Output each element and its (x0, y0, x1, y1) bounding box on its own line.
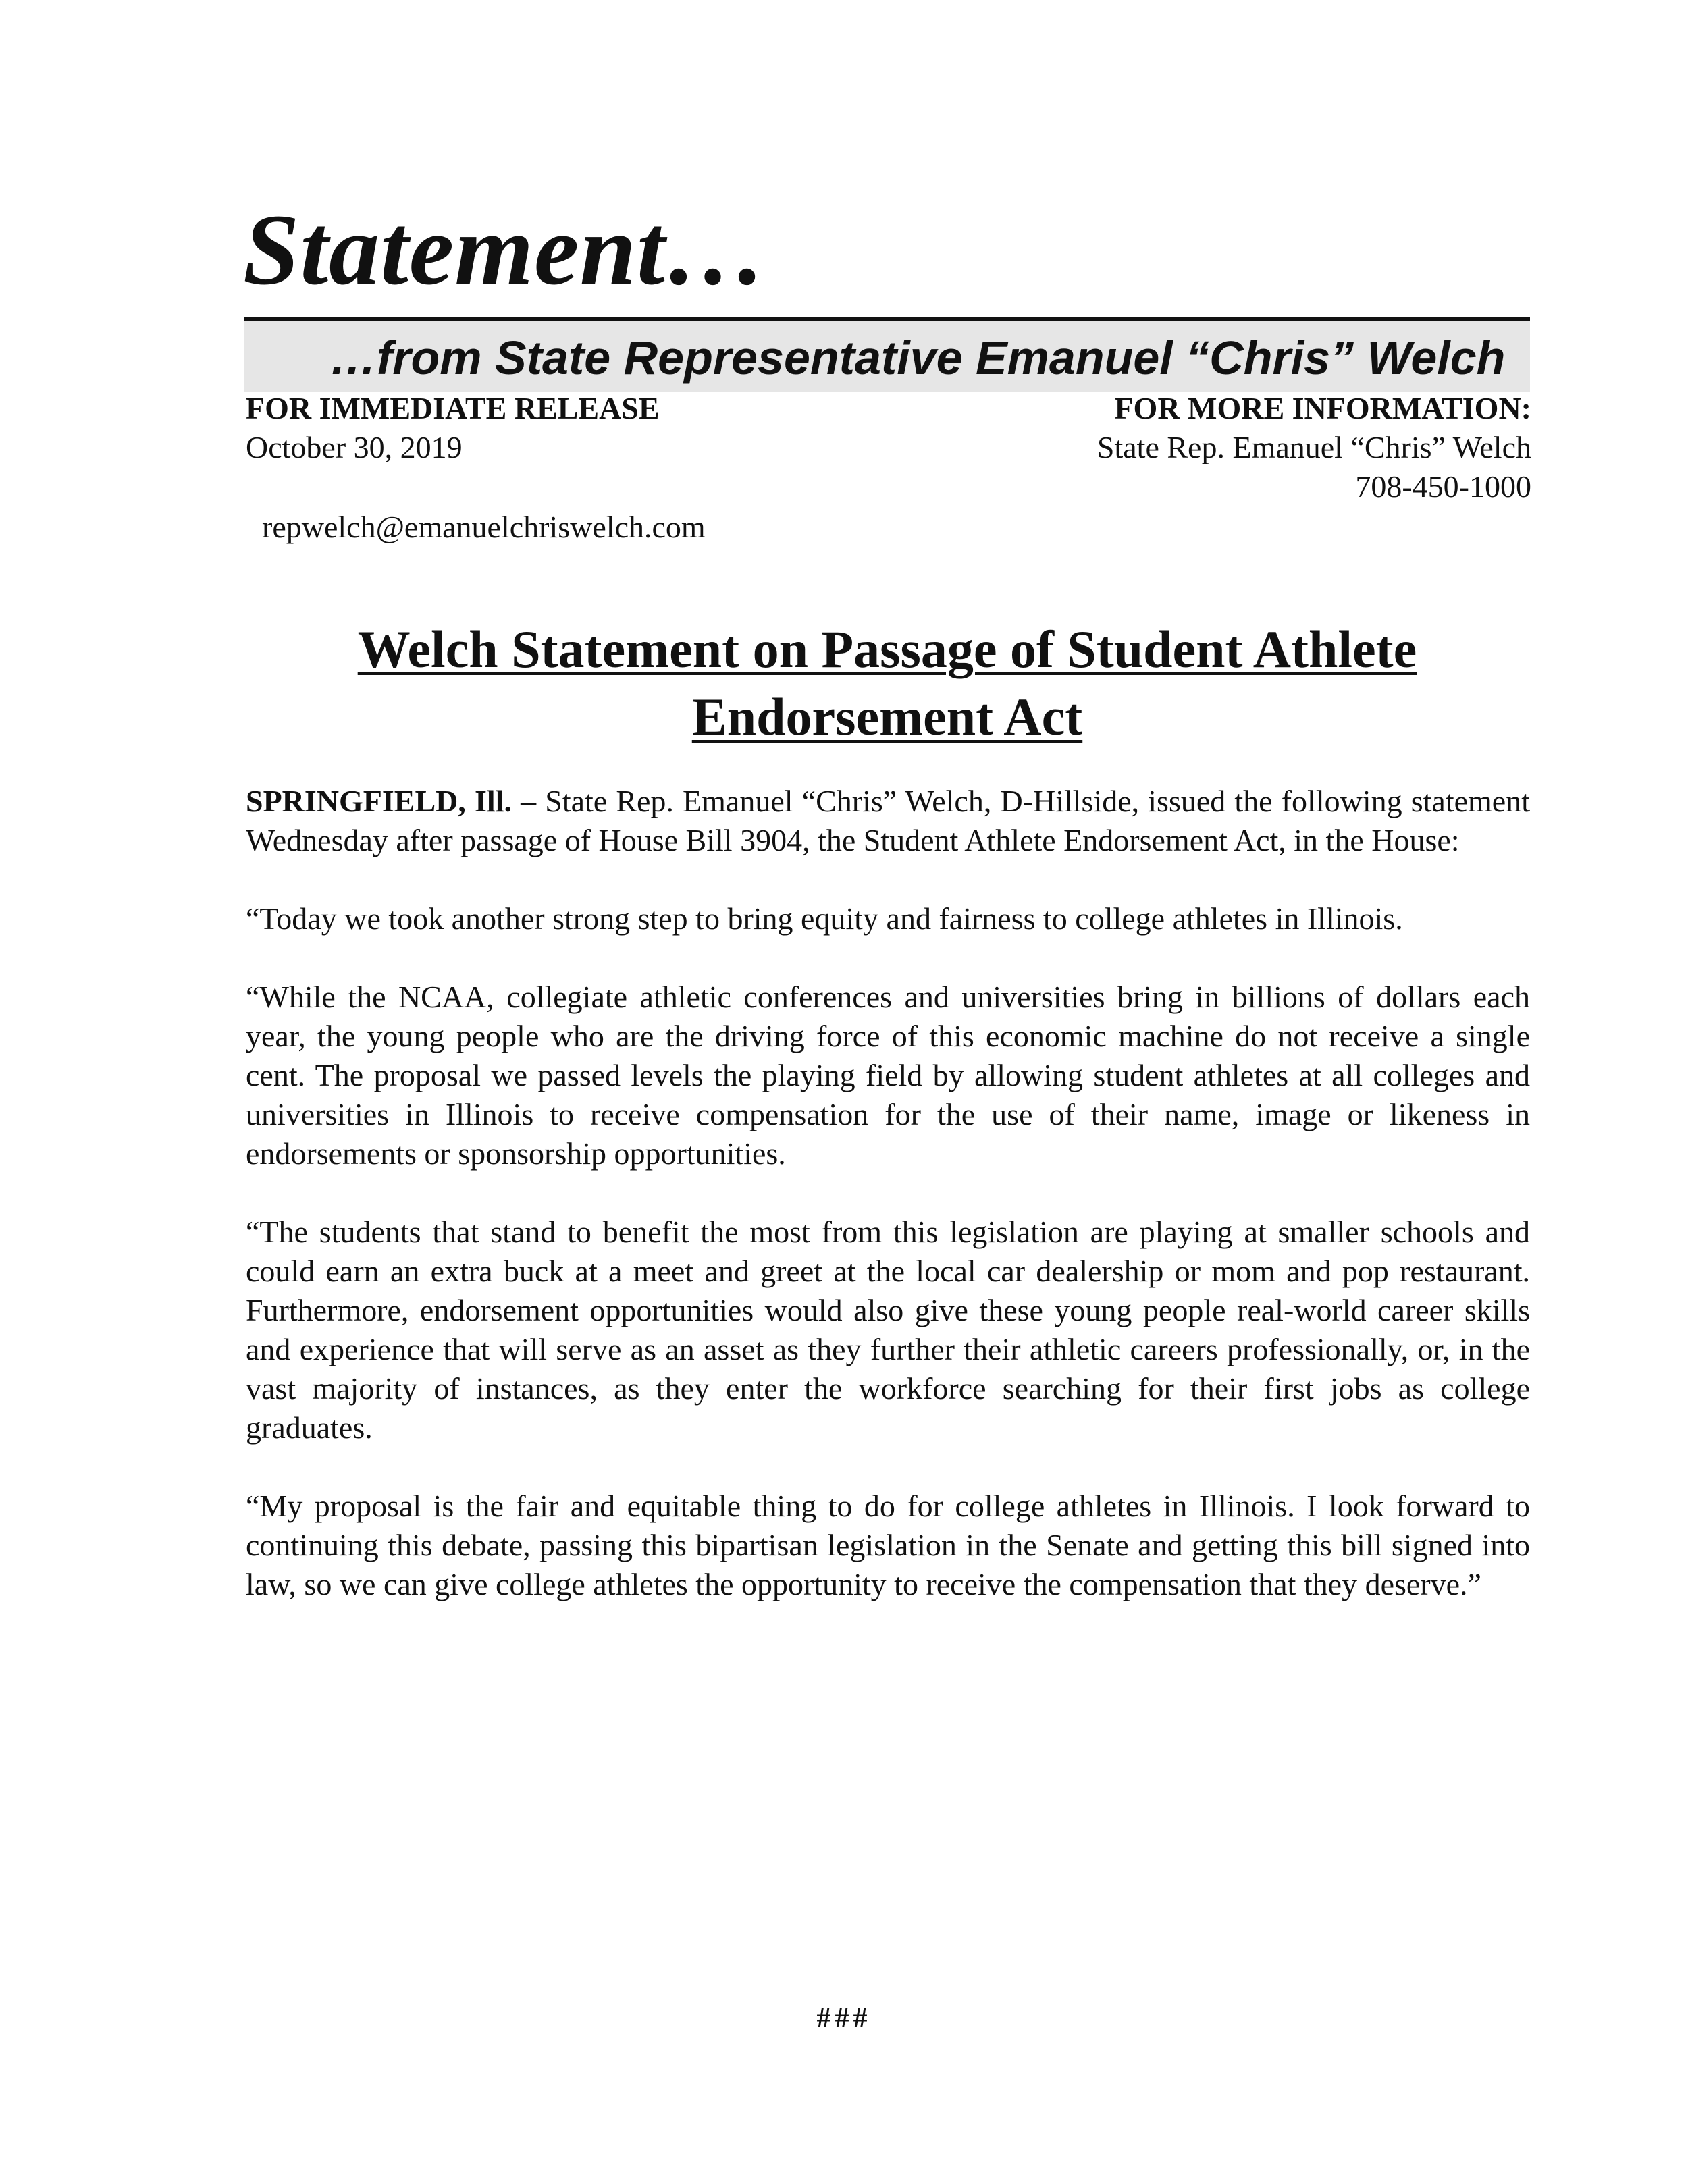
contact-phone: 708-450-1000 (1355, 469, 1531, 504)
quote-paragraph-1: “Today we took another strong step to bring equity and fairness to college athletes in Illinois. (246, 901, 1403, 936)
intro-text: State Rep. Emanuel “Chris” Welch, D-Hillside, issued the following statement Wednesday after passage of House Bill 3904, the Student Athlete Endorsement Act, in the House: (246, 784, 1530, 857)
contact-name: State Rep. Emanuel “Chris” Welch (1097, 430, 1531, 464)
intro-paragraph (246, 782, 1530, 860)
contact-email: repwelch@emanuelchriswelch.com (262, 510, 706, 544)
release-date: October 30, 2019 (246, 430, 463, 464)
headline-line-2: Endorsement Act (691, 687, 1083, 746)
quote-paragraph-4: “My proposal is the fair and equitable thing to do for college athletes in Illinois. I look forward to continuing this debate, passing this bipartisan legislation in the Senate and getting this bill signed into law, so we can give college athletes the opportunity to receive the compensation that they deserve.” (246, 1489, 1530, 1601)
end-mark: ### (816, 2003, 872, 2034)
release-label: FOR IMMEDIATE RELEASE (246, 391, 660, 425)
body-text (246, 782, 1530, 1643)
quote-paragraph-2: “While the NCAA, collegiate athletic conferences and universities bring in billions of dollars each year, the young people who are the driving force of this economic machine do not receive a single cent. The proposal we passed levels the playing field by allowing student athletes at all colleges and universities in Illinois to receive compensation for the use of their name, image or likeness in endorsements or sponsorship opportunities. (246, 980, 1530, 1171)
contact-label: FOR MORE INFORMATION: (1114, 391, 1531, 425)
headline (244, 616, 1530, 751)
quote-paragraph-3: “The students that stand to benefit the most from this legislation are playing at smaller schools and could earn an extra buck at a meet and greet at the local car dealership or mom and pop restaurant. Furthermore, endorsement opportunities would also give these young people real-world career skills and experience that will serve as an asset as they further their athletic careers professionally, or, in the vast majority of instances, as they enter the workforce searching for their first jobs as college graduates. (246, 1215, 1530, 1445)
headline-line-1: Welch Statement on Passage of Student Athlete (357, 620, 1417, 678)
masthead-subtitle: …from State Representative Emanuel “Chris” Welch (329, 331, 1506, 384)
dateline: SPRINGFIELD, Ill. – (246, 784, 537, 818)
masthead-title: Statement… (243, 194, 768, 306)
